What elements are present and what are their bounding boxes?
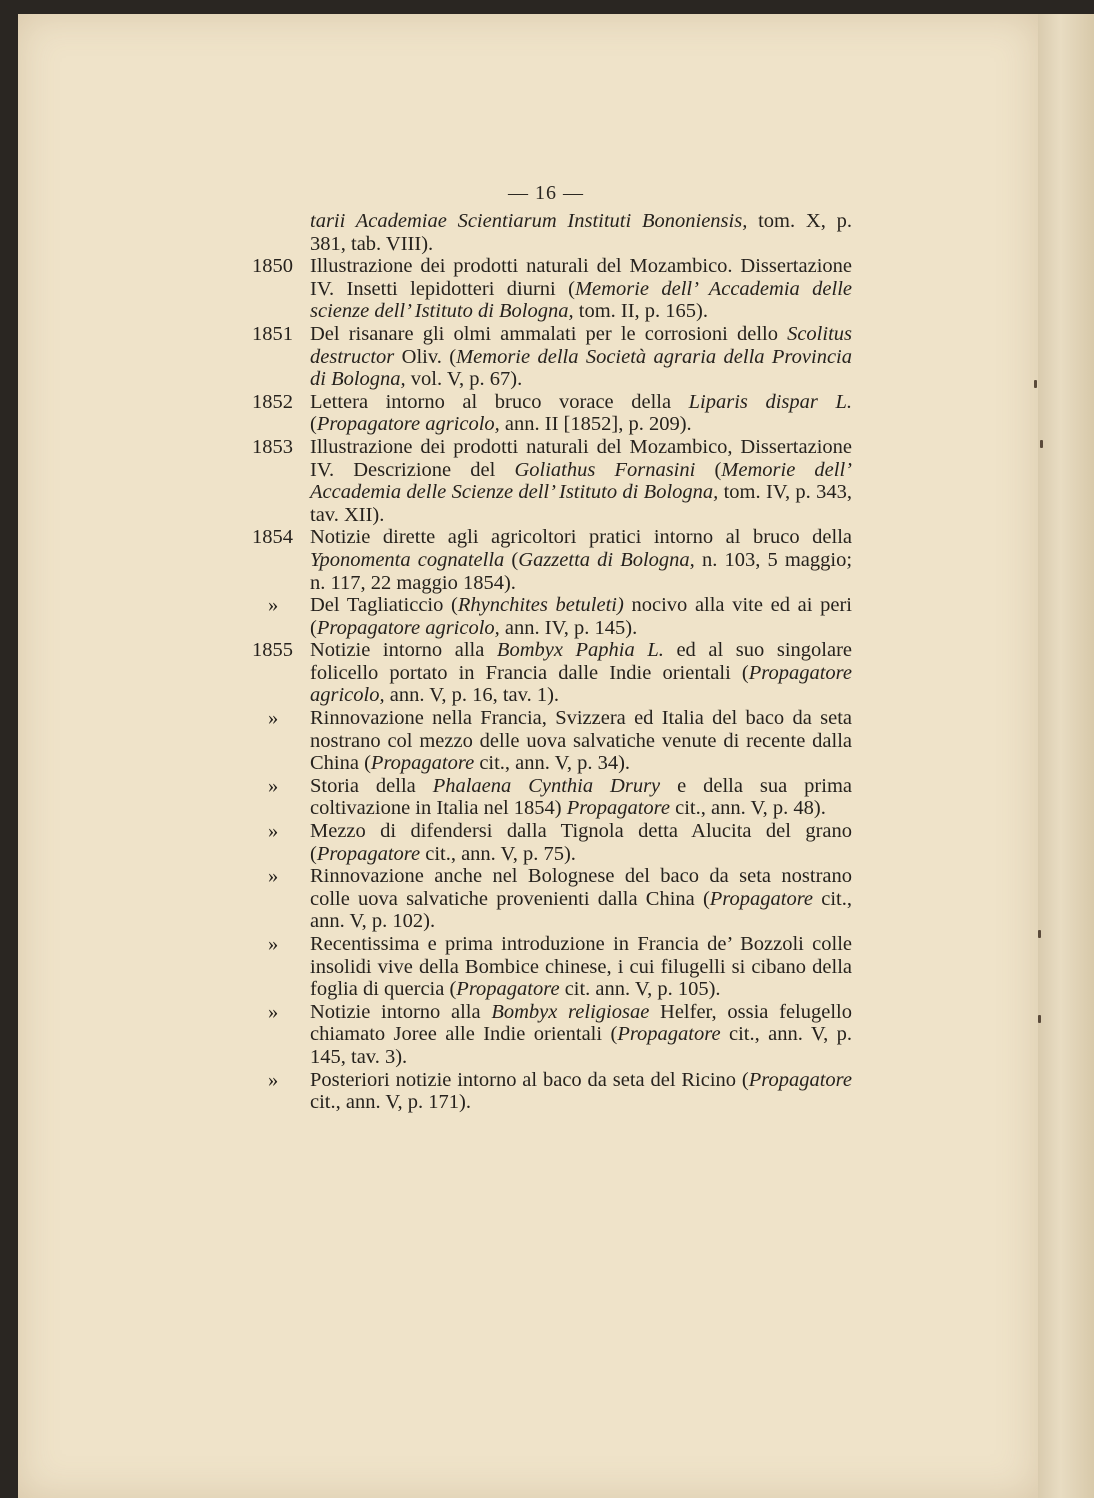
ditto-mark: » [268,1000,279,1023]
entry-year: 1850 [252,255,293,278]
entry-text-segment: Posteriori notizie intorno al baco da seta del Ricino ( [310,1068,749,1091]
ditto-mark: » [268,1068,279,1091]
italic-title: Propagatore agricolo, [316,616,500,639]
entry-year: 1853 [252,435,293,458]
entry-text-segment: ann. II [1852], p. 209). [499,413,692,436]
entry-text-segment: vol. V, p. 67). [405,368,523,391]
italic-title: Propagatore [748,1068,852,1091]
italic-title: Rhynchites betuleti) [457,594,624,617]
entry-year: 1855 [252,639,293,662]
italic-title: Propagatore [456,978,560,1001]
entry-text [310,210,852,255]
entry-text-segment: ( [695,458,722,481]
entry-text-segment: cit., ann. V, p. 145, tav. 3). [310,1023,852,1068]
entry-text-segment: tom. X, p. 381, tab. VIII). [310,210,852,255]
italic-title: tarii Academiae Scientiarum Instituti Bononiensis, [310,210,748,232]
facing-page-edge [1038,14,1094,1498]
italic-title: Propagatore [370,752,475,775]
entry-text-segment: ann. V, p. 16, tav. 1). [384,684,560,707]
entry-text-segment: Rinnovazione anche nel Bolognese del baco da seta nostrano colle uova salvatiche provenienti dalla China ( [310,865,852,910]
speck [1038,930,1041,938]
italic-title: Propagatore agricolo, [310,661,852,707]
bibliography-entry [252,820,852,865]
ditto-mark: » [268,594,279,617]
entry-text-segment: cit., ann. V, p. 48). [670,797,826,820]
entry-text-segment: Notizie intorno alla [310,639,497,662]
entry-text [310,1001,852,1068]
entry-text-segment: Recentissima e prima introduzione in Francia de’ Bozzoli colle insolidi vive della Bombice chinese, i cui filugelli si cibano della foglia di quercia ( [310,933,852,1001]
entry-text-segment: ( [310,413,317,436]
italic-title: Yponomenta cognatella [310,548,505,571]
bibliography-entry [252,933,852,1001]
entry-text-segment: Illustrazione dei prodotti naturali del Mozambico. Dissertazione IV. Insetti lepidotteri diurni ( [310,255,852,300]
entry-text-segment: cit., ann. V, p. 102). [310,887,852,933]
bibliography-entry [252,436,852,526]
entry-text-segment: tom. IV, p. 343, tav. XII). [310,481,852,526]
entry-text-segment: tom. II, p. 165). [573,300,708,323]
entry-text-segment: ann. IV, p. 145). [499,616,638,639]
entry-text [310,775,852,820]
entry-text-segment: n. 103, 5 maggio; n. 117, 22 maggio 1854). [310,548,853,594]
entry-text [310,323,852,390]
italic-title: Propagatore [617,1023,721,1046]
bibliography-entry [252,1069,852,1114]
entry-text-segment: e della sua prima coltivazione in Italia nel 1854) [310,774,852,820]
entry-text-segment: Storia della [310,774,433,797]
entry-text [310,639,852,706]
entry-text [310,933,852,1000]
italic-title: Bombyx Paphia L. [496,639,664,662]
bibliography-entry [252,639,852,707]
italic-title: Propagatore [566,797,670,820]
bibliography-entry [252,323,852,391]
bibliography-entry [252,526,852,594]
italic-title: Bombyx religiosae [491,1000,650,1023]
entry-year: 1854 [252,526,293,549]
entry-text-segment: Oliv. ( [394,345,457,368]
bibliography-entry [252,391,852,436]
entry-text-segment: Helfer, ossia felugello chiamato Joree alle Indie orientali ( [310,1000,852,1046]
italic-title: Liparis dispar L. [688,390,852,413]
entry-year: 1852 [252,390,293,413]
entry-text [310,1069,852,1114]
entry-text-segment: ( [504,548,519,571]
ditto-mark: » [268,865,279,888]
entry-text-segment: cit., ann. V, p. 34). [474,752,631,775]
entry-text [310,707,852,774]
entry-text [310,255,852,322]
entry-text-segment: ed al suo singolare folicello portato in Francia dalle Indie orientali ( [310,639,852,684]
italic-title: Propagatore [316,842,421,865]
italic-title: Gazzetta di Bologna, [518,548,695,571]
italic-title: Propagatore agricolo, [316,413,500,436]
entry-text-segment: Notizie dirette agli agricoltori pratici intorno al bruco della [310,526,852,549]
ditto-mark: » [268,774,279,797]
bibliography-entry [252,255,852,323]
bibliography-entry [252,707,852,775]
ditto-mark: » [268,933,279,955]
entry-text-segment: cit., ann. V, p. 75). [420,842,576,865]
speck [1034,380,1037,388]
italic-title: Phalaena Cynthia Drury [432,774,661,797]
entry-text-segment: Mezzo di difendersi dalla Tignola detta Alucita del grano ( [310,820,852,865]
italic-title: Goliathus Fornasini [514,458,696,481]
entry-text-segment: cit., ann. V, p. 171). [310,1091,471,1114]
bibliography-entry [252,775,852,820]
entry-text-segment: Notizie intorno alla [310,1000,492,1023]
bibliography-entry [252,1001,852,1069]
entry-text-segment: Rinnovazione nella Francia, Svizzera ed Italia del baco da seta nostrano col mezzo delle uova salvatiche venute di recente dalla China ( [310,707,852,775]
page-number: — 16 — [508,182,584,204]
speck [1040,440,1043,448]
entry-text-segment: cit. ann. V, p. 105). [559,978,721,1001]
bibliography-entry [252,594,852,639]
entry-text [310,526,852,593]
speck [1038,1015,1041,1023]
entry-text-segment: nocivo alla vite ed ai peri ( [310,594,852,639]
entry-text-segment: Illustrazione dei prodotti naturali del Mozambico, Dissertazione IV. Descrizione del [310,435,852,481]
entry-text [310,436,852,526]
bibliography-entry [252,210,852,255]
entry-year: 1851 [252,322,293,345]
bibliography-entry [252,865,852,933]
entry-text [310,391,852,436]
entry-text-segment: Lettera intorno al bruco vorace della [310,390,689,413]
entry-text-segment: Del risanare gli olmi ammalati per le corrosioni dello [310,322,788,345]
ditto-mark: » [268,820,279,843]
italic-title: Propagatore [709,887,814,910]
bibliography-list [252,210,852,1114]
italic-title: Memorie dell’ Accademia delle scienze dell’ Istituto di Bologna, [310,277,852,323]
italic-title: Memorie della Società agraria della Provincia di Bologna, [310,345,852,391]
ditto-mark: » [268,707,279,730]
entry-text [310,820,852,865]
italic-title: Memorie dell’ Accademia delle Scienze dell’ Istituto di Bologna, [310,458,852,504]
entry-text [310,594,852,639]
entry-text [310,865,852,932]
entry-text-segment: Del Tagliaticcio ( [310,594,458,617]
italic-title: Scolitus destructor [310,322,852,368]
